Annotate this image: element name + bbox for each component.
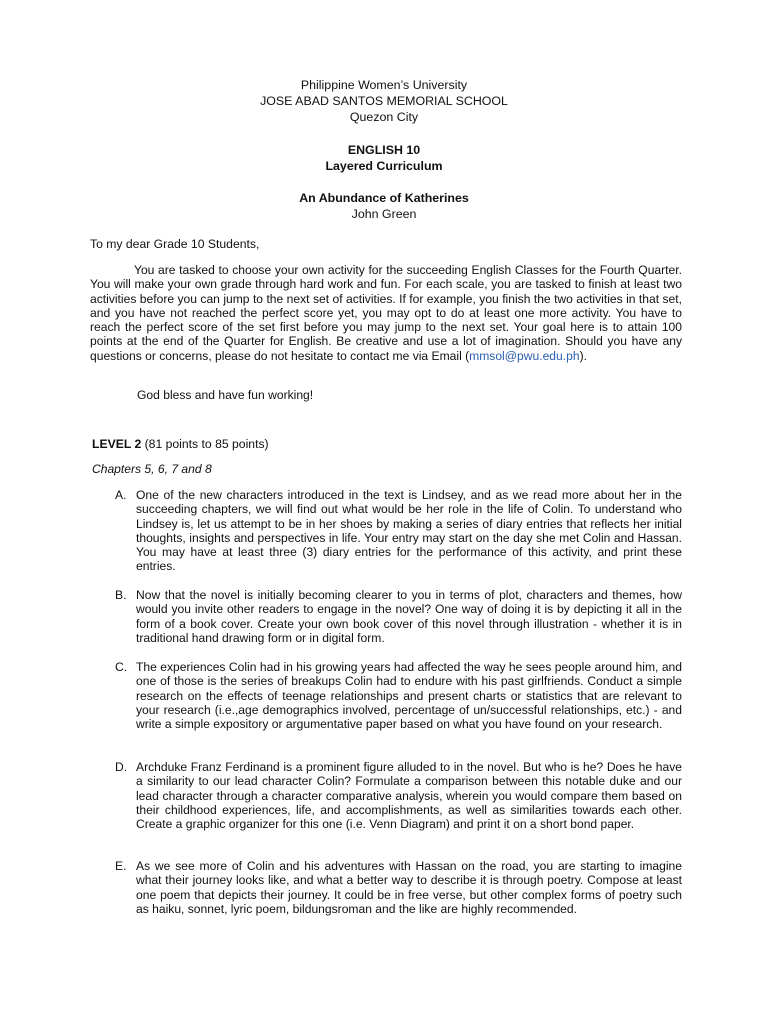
email-link[interactable]: mmsol@pwu.edu.ph <box>469 348 580 363</box>
salutation: To my dear Grade 10 Students, <box>90 237 260 251</box>
activity-item-b <box>115 588 682 645</box>
activity-text: The experiences Colin had in his growing years had affected the way he sees people around him, and one of those is the series of breakups Colin had to endure with his past girlfriends. Conduct a simple research on the effects of teenage relationships and present charts or statistics that are relevant to your research (i.e.,age demographics involved, percentage of un/successful relationships, etc.) - and write a simple expository or argumentative paper based on what you have found on your research. <box>136 660 682 732</box>
closing-line: God bless and have fun working! <box>137 388 314 402</box>
chapters-subheading: Chapters 5, 6, 7 and 8 <box>92 462 212 476</box>
intro-end: ). <box>579 348 587 363</box>
level-range: (81 points to 85 points) <box>141 437 269 451</box>
activity-letter: C. <box>115 660 128 674</box>
activity-item-d <box>115 760 682 831</box>
university-name: Philippine Women’s University <box>300 78 468 92</box>
document-header <box>0 77 768 222</box>
book-title: An Abundance of Katherines <box>299 191 469 206</box>
activity-item-a <box>115 488 682 574</box>
activity-item-c <box>115 660 682 731</box>
activity-letter: B. <box>115 588 127 602</box>
curriculum-title: Layered Curriculum <box>325 158 443 173</box>
city-name: Quezon City <box>349 110 419 125</box>
activity-letter: E. <box>115 859 127 873</box>
activity-text: Archduke Franz Ferdinand is a prominent figure alluded to in the novel. But who is he? Does he have a similarity to our lead character Colin? Formulate a comparison between this notable duke and our lead character through a character comparative analysis, wherein you would compare them based on their childhood experiences, life, and accomplishments, as well as similarities towards each other. Create a graphic organizer for this one (i.e. Venn Diagram) and print it on a short bond paper. <box>136 760 682 832</box>
intro-text: You are tasked to choose your own activity for the succeeding English Classes for the Fourth Quarter. You will make your own grade through hard work and fun. For each scale, you are tasked to finish at least two activities before you can jump to the next set of activities. If for example, you finish the two activities in that set, and you have not reached the perfect score yet, you may opt to do at least one more activity. You have to reach the perfect score of the set first before you may jump to the next set. Your goal here is to attain 100 points at the end of the Quarter for English. Be creative and use a lot of imagination. Should you have any questions or concerns, please do not hesitate to contact me via Email ( <box>90 263 682 363</box>
activity-text: Now that the novel is initially becoming clearer to you in terms of plot, characters and themes, how would you invite other readers to engage in the novel? One way of doing it is by depicting it all in the form of a book cover. Create your own book cover of this novel through illustration - whether it is in traditional hand drawing form or in digital form. <box>136 588 682 645</box>
course-title: ENGLISH 10 <box>347 142 421 157</box>
activity-text: One of the new characters introduced in the text is Lindsey, and as we read more about her in the succeeding chapters, we will find out what would be her role in the life of Colin. To understand who Lindsey is, let us attempt to be in her shoes by making a series of diary entries that reflects her initial thoughts, insights and perspectives in life. Your entry may start on the day she met Colin and Hassan. You may have at least three (3) diary entries for the performance of this activity, and print these entries. <box>136 488 682 574</box>
school-name: JOSE ABAD SANTOS MEMORIAL SCHOOL <box>260 94 508 109</box>
intro-paragraph <box>90 263 682 363</box>
activity-item-e <box>115 859 682 916</box>
level-label: LEVEL 2 <box>92 437 142 451</box>
activity-letter: D. <box>115 760 128 774</box>
level-heading <box>92 437 269 451</box>
book-author: John Green <box>351 207 417 222</box>
activity-letter: A. <box>115 488 127 502</box>
activity-text: As we see more of Colin and his adventures with Hassan on the road, you are starting to imagine what their journey looks like, and what a better way to describe it is through poetry. Compose at least one poem that depicts their journey. It could be in free verse, but other complex forms of poetry such as haiku, sonnet, lyric poem, bildungsroman and the like are highly recommended. <box>136 859 682 916</box>
